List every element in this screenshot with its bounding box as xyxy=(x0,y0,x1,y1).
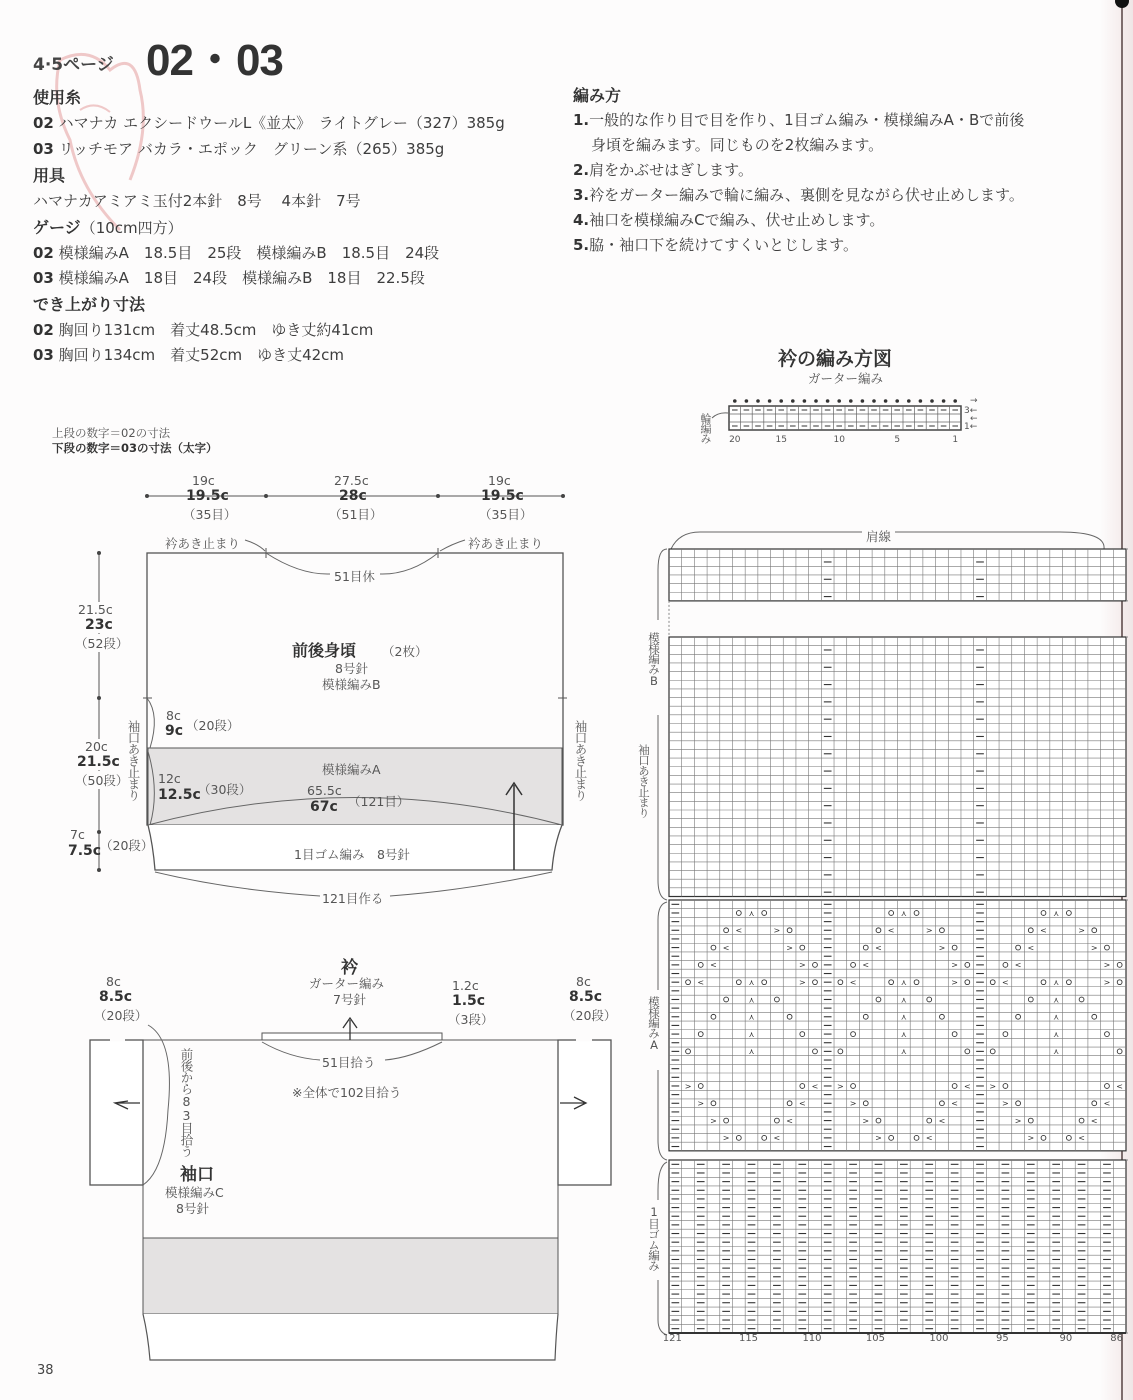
svg-text:20: 20 xyxy=(729,435,741,445)
gauge-subtitle: （10cm四方） xyxy=(80,219,183,237)
cuff-right-03: 8.5c xyxy=(569,989,603,1005)
step-2 xyxy=(573,158,1093,183)
svg-text:<: < xyxy=(951,1099,958,1109)
model-label: 02 xyxy=(33,244,54,262)
svg-text:>: > xyxy=(684,1081,692,1091)
width-right-03: 19.5c xyxy=(481,488,524,504)
collar-chart-side-label: 輪編み xyxy=(699,413,712,443)
page-ref: 4·5ページ xyxy=(33,55,114,75)
legend-lower: 下段の数字＝03の寸法（太字） xyxy=(52,441,218,455)
yarn-text: ハマナカ エクシードウールL《並太》 ライトグレー（327）385g xyxy=(58,114,505,132)
body-count: （2枚） xyxy=(382,644,428,659)
rib-label: 1目ゴム編み 8号針 xyxy=(294,847,410,862)
svg-text:⋏: ⋏ xyxy=(1053,1047,1060,1057)
svg-text:>: > xyxy=(1078,926,1085,936)
svg-text:<: < xyxy=(798,1099,806,1109)
step-number: 4. xyxy=(573,211,590,229)
svg-text:⋏: ⋏ xyxy=(1053,1012,1060,1022)
svg-text:<: < xyxy=(1040,926,1047,936)
cuff-stitch: 模様編みC xyxy=(165,1185,224,1200)
model-label: 03 xyxy=(33,346,54,364)
model-label: 02 xyxy=(33,321,54,339)
section-rib-label: 1目ゴム編み xyxy=(647,1205,661,1271)
model-numbers: 02・03 xyxy=(146,36,283,85)
collar-height-02: 1.2c xyxy=(452,978,479,993)
step-text: 脇・袖口下を続けてすくいとじします。 xyxy=(589,236,858,254)
finished-size-heading: でき上がり寸法 xyxy=(33,295,146,314)
svg-text:<: < xyxy=(1103,1099,1111,1109)
svg-text:⋏: ⋏ xyxy=(900,1029,907,1039)
pattern-a-label: 模様編みA xyxy=(322,762,381,777)
svg-text:→: → xyxy=(970,396,978,406)
svg-text:>: > xyxy=(837,1081,844,1091)
chart-column-label: 90 xyxy=(1059,1333,1073,1344)
svg-text:1: 1 xyxy=(952,435,959,445)
svg-text:⋏: ⋏ xyxy=(748,978,755,987)
body-width-03: 67c xyxy=(310,799,338,815)
cuff-right-rows: （20段） xyxy=(563,1008,617,1023)
svg-text:<: < xyxy=(938,1116,946,1126)
svg-text:<: < xyxy=(1090,1116,1098,1126)
svg-text:>: > xyxy=(798,960,806,970)
chart-column-label: 121 xyxy=(662,1333,682,1344)
svg-text:>: > xyxy=(875,1133,882,1143)
svg-text:10: 10 xyxy=(833,435,845,445)
svg-text:>: > xyxy=(697,1099,705,1109)
cuff-pickup: 前後から83目拾う xyxy=(179,1048,194,1157)
svg-text:<: < xyxy=(862,960,870,970)
width-left-stitches: （35目） xyxy=(183,507,237,522)
svg-text:>: > xyxy=(1103,978,1111,987)
collar-chart-grid xyxy=(690,392,990,462)
yarn-text: リッチモア バカラ・エポック グリーン系（265）385g xyxy=(58,140,445,158)
collar-height-03: 1.5c xyxy=(452,993,486,1009)
step-4 xyxy=(573,208,1093,233)
collar-needle: 7号針 xyxy=(333,992,366,1007)
armhole-03: 9c xyxy=(165,723,184,739)
model-label: 03 xyxy=(33,269,54,287)
svg-text:⋏: ⋏ xyxy=(900,978,907,987)
chart-column-label: 105 xyxy=(865,1333,885,1344)
model-label: 02 xyxy=(33,114,54,132)
svg-text:1←: 1← xyxy=(964,422,978,432)
tools-text: ハマナカアミアミ玉付2本針 8号 4本針 7号 xyxy=(33,192,361,210)
step-number: 2. xyxy=(573,161,590,179)
collar-chart-title: 衿の編み方図 xyxy=(778,348,893,370)
neck-rest: 51目休 xyxy=(334,569,375,584)
step-text: 肩をかぶせはぎします。 xyxy=(589,161,753,179)
svg-text:<: < xyxy=(875,943,882,953)
tools-heading: 用具 xyxy=(33,166,66,185)
svg-text:<: < xyxy=(1014,960,1022,970)
chart-column-labels xyxy=(662,1333,1124,1347)
step-text: 袖口を模様編みCで編み、伏せ止めします。 xyxy=(589,211,885,229)
collar-title: 衿 xyxy=(341,958,358,978)
gauge-text: 模様編みA 18目 24段 模様編みB 18目 22.5段 xyxy=(58,269,425,287)
step-1-cont: 身頃を編みます。同じものを2枚編みます。 xyxy=(591,136,884,154)
svg-text:⋏: ⋏ xyxy=(748,1012,755,1022)
step-number: 3. xyxy=(573,186,590,204)
chart-armhole-stop: 袖口あき止まり xyxy=(637,744,651,818)
cuff-needle: 8号針 xyxy=(176,1201,209,1216)
step-5 xyxy=(573,233,1093,258)
width-center-03: 28c xyxy=(339,488,367,504)
rib-height-03: 7.5c xyxy=(68,843,102,859)
svg-text:>: > xyxy=(722,1133,730,1143)
svg-text:>: > xyxy=(710,1116,717,1126)
svg-text:<: < xyxy=(1078,1133,1085,1143)
svg-text:>: > xyxy=(849,1099,857,1109)
shoulder-line-label: 肩線 xyxy=(862,527,895,545)
svg-text:>: > xyxy=(1014,1116,1022,1126)
body-needle: 8号針 xyxy=(335,661,368,676)
page-number: 38 xyxy=(37,1363,54,1378)
cast-on-label: 121目作る xyxy=(322,891,384,906)
chart-column-label: 86 xyxy=(1110,1333,1124,1344)
chart-column-label: 100 xyxy=(929,1333,949,1344)
gauge-text: 模様編みA 18.5目 25段 模様編みB 18.5目 24段 xyxy=(58,244,440,262)
body-pattern-b: 模様編みB xyxy=(322,677,381,692)
chart-column-label: 110 xyxy=(802,1333,822,1344)
svg-text:>: > xyxy=(951,960,958,970)
svg-text:⋏: ⋏ xyxy=(900,995,907,1005)
pattern-a-rows: （30段） xyxy=(198,782,252,797)
collar-rows: （3段） xyxy=(448,1012,494,1027)
svg-text:<: < xyxy=(849,978,857,987)
svg-text:>: > xyxy=(786,943,793,953)
section-a-label: 模様編みA xyxy=(647,996,661,1051)
svg-text:>: > xyxy=(925,926,933,936)
svg-text:<: < xyxy=(811,1081,819,1091)
svg-text:⋏: ⋏ xyxy=(1053,908,1060,918)
legend-upper: 上段の数字＝02の寸法 xyxy=(52,426,171,440)
step-number: 1. xyxy=(573,111,590,129)
cuff-left-03: 8.5c xyxy=(99,989,133,1005)
svg-text:>: > xyxy=(1002,1099,1009,1109)
step-text: 衿をガーター編みで輪に編み、裏側を見ながら伏せ止めします。 xyxy=(589,186,1024,204)
cuff-left-02: 8c xyxy=(106,974,121,989)
size-text: 胸回り134cm 着丈52cm ゆき丈42cm xyxy=(58,346,345,364)
svg-text:<: < xyxy=(1027,943,1035,953)
svg-text:>: > xyxy=(989,1081,997,1091)
armhole-stop-left: 袖口あき止まり xyxy=(126,720,141,801)
instructions xyxy=(573,83,1093,258)
upper-height-02: 21.5c xyxy=(78,602,113,617)
body-width-stitches: （121目） xyxy=(348,794,410,809)
step-number: 5. xyxy=(573,236,590,254)
svg-text:>: > xyxy=(951,978,958,987)
svg-text:⋏: ⋏ xyxy=(748,995,755,1005)
step-3 xyxy=(573,183,1093,208)
section-b-label: 模様編みB xyxy=(647,632,661,687)
svg-text:←: ← xyxy=(970,414,978,424)
width-left-03: 19.5c xyxy=(186,488,229,504)
svg-text:<: < xyxy=(773,1133,781,1143)
collar-pickup: 51目拾う xyxy=(322,1055,376,1070)
gauge-title: ゲージ xyxy=(33,218,81,237)
svg-text:5: 5 xyxy=(894,435,901,445)
svg-text:⋏: ⋏ xyxy=(900,1047,907,1057)
rib-height-rows: （20段） xyxy=(100,838,154,853)
width-center-stitches: （51目） xyxy=(329,507,383,522)
upper-height-03: 23c xyxy=(85,617,113,633)
rib-height-02: 7c xyxy=(70,827,85,842)
chart-column-label: 115 xyxy=(738,1333,759,1344)
svg-text:⋏: ⋏ xyxy=(1053,978,1060,987)
mid-height-rows: （50段） xyxy=(75,773,129,788)
model-label: 03 xyxy=(33,140,54,158)
width-right-02: 19c xyxy=(488,473,511,488)
cuff-title: 袖口 xyxy=(180,1165,214,1185)
pattern-a-height-02: 12c xyxy=(158,771,181,786)
body-width-02: 65.5c xyxy=(307,783,342,798)
yarn-heading: 使用糸 xyxy=(33,88,82,107)
svg-text:⋏: ⋏ xyxy=(748,1047,755,1057)
svg-text:>: > xyxy=(1027,1133,1035,1143)
svg-text:⋏: ⋏ xyxy=(748,908,755,918)
instructions-title: 編み方 xyxy=(573,86,622,105)
svg-text:⋏: ⋏ xyxy=(1053,995,1060,1005)
svg-text:>: > xyxy=(798,978,806,987)
body-title: 前後身頃 xyxy=(292,641,357,660)
cuff-right-02: 8c xyxy=(576,974,591,989)
stitch-chart-grid xyxy=(640,520,1130,1350)
svg-text:<: < xyxy=(1116,1081,1124,1091)
collar-stitch: ガーター編み xyxy=(309,976,385,991)
svg-text:⋏: ⋏ xyxy=(900,908,907,918)
svg-text:>: > xyxy=(862,1116,870,1126)
svg-text:>: > xyxy=(773,926,781,936)
chart-column-label: 95 xyxy=(996,1333,1009,1344)
svg-text:<: < xyxy=(786,1116,793,1126)
armhole-stop-right: 袖口あき止まり xyxy=(573,720,588,801)
armhole-rows: （20段） xyxy=(186,718,240,733)
svg-text:>: > xyxy=(1103,960,1111,970)
neck-stop-right: 衿あき止まり xyxy=(468,536,544,551)
collar-chart-subtitle: ガーター編み xyxy=(808,371,884,386)
neck-stop-left: 衿あき止まり xyxy=(165,536,241,551)
svg-text:<: < xyxy=(925,1133,933,1143)
upper-height-rows: （52段） xyxy=(75,636,129,651)
mid-height-03: 21.5c xyxy=(77,754,120,770)
svg-text:⋏: ⋏ xyxy=(748,1029,755,1039)
width-center-02: 27.5c xyxy=(334,473,369,488)
svg-text:⋏: ⋏ xyxy=(900,1012,907,1022)
width-right-stitches: （35目） xyxy=(479,507,533,522)
svg-text:15: 15 xyxy=(775,435,787,445)
step-1 xyxy=(573,108,1093,133)
cuff-left-rows: （20段） xyxy=(94,1008,148,1023)
svg-text:>: > xyxy=(1090,943,1098,953)
svg-text:<: < xyxy=(887,926,895,936)
size-text: 胸回り131cm 着丈48.5cm ゆき丈約41cm xyxy=(58,321,374,339)
svg-text:3←: 3← xyxy=(964,406,978,416)
svg-text:>: > xyxy=(938,943,946,953)
step-text: 一般的な作り目で目を作り、1目ゴム編み・模様編みA・Bで前後 xyxy=(589,111,1025,129)
svg-text:⋏: ⋏ xyxy=(1053,1029,1060,1039)
mid-height-02: 20c xyxy=(85,739,108,754)
svg-text:<: < xyxy=(1002,978,1009,987)
svg-text:<: < xyxy=(722,943,730,953)
svg-text:<: < xyxy=(735,926,743,936)
armhole-02: 8c xyxy=(166,708,181,723)
svg-text:<: < xyxy=(710,960,717,970)
pattern-a-height-03: 12.5c xyxy=(158,787,201,803)
svg-text:<: < xyxy=(963,1081,971,1091)
svg-text:<: < xyxy=(697,978,705,987)
width-left-02: 19c xyxy=(192,473,215,488)
collar-pickup-total: ※全体で102目拾う xyxy=(292,1085,402,1100)
